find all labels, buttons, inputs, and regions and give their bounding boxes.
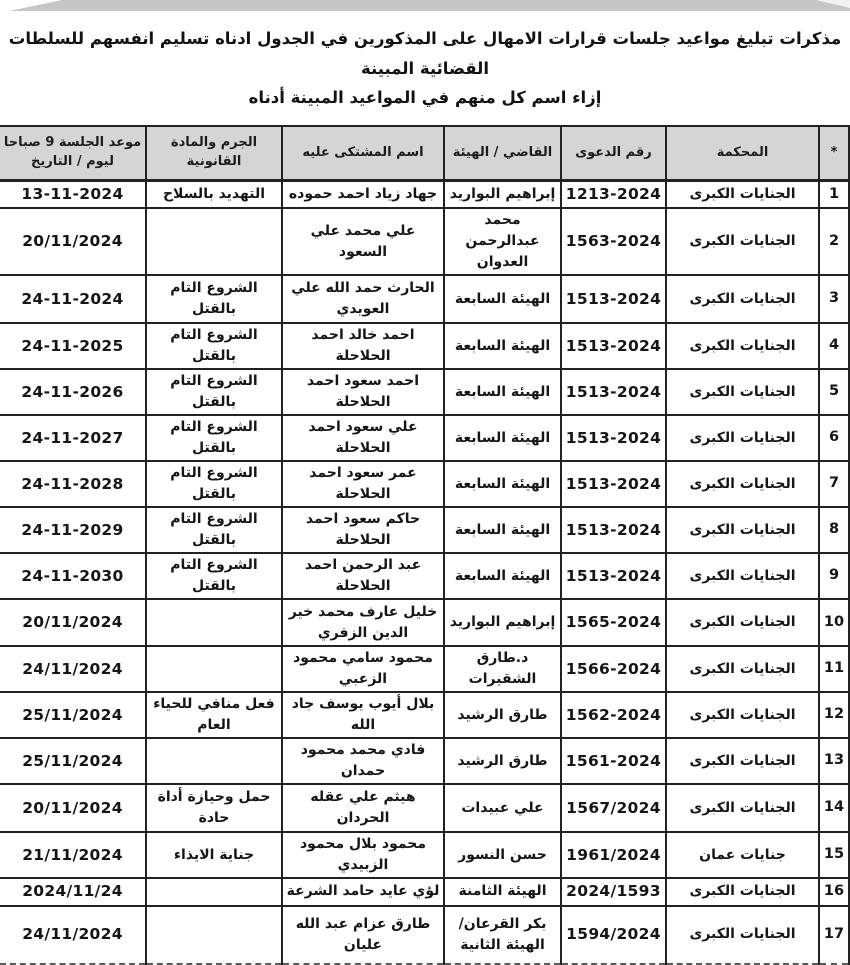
cell-defendant-name: علي سعود احمد الحلاحلة (282, 415, 444, 461)
table-row (0, 646, 849, 692)
cell-index: 9 (819, 553, 849, 599)
cell-court: الجنايات الكبرى (666, 553, 819, 599)
cell-index: 6 (819, 415, 849, 461)
cell-defendant-name: الحارث حمد الله علي العويدي (282, 275, 444, 323)
cell-judge-panel: إبراهيم البواريد (444, 599, 561, 646)
cell-defendant-name: محمود بلال محمود الزبيدي (282, 832, 444, 878)
cell-crime-article (146, 738, 282, 784)
cell-defendant-name: علي محمد علي السعود (282, 208, 444, 275)
document-title (0, 0, 850, 123)
cell-case-number: 1561-2024 (561, 738, 666, 784)
cell-session-date: 24-11-2026 (0, 369, 146, 415)
cell-crime-article: الشروع التام بالقتل (146, 415, 282, 461)
header-crime-article: الجرم والمادة القانونية (146, 126, 282, 181)
cell-index: 2 (819, 208, 849, 275)
cell-case-number: 1513-2024 (561, 415, 666, 461)
cell-index: 1 (819, 181, 849, 209)
cell-crime-article (146, 906, 282, 964)
header-defendant-name: اسم المشتكى عليه (282, 126, 444, 181)
cell-session-date: 24/11/2024 (0, 906, 146, 964)
cell-case-number: 1566-2024 (561, 646, 666, 692)
cell-court: الجنايات الكبرى (666, 692, 819, 738)
cell-defendant-name: فادي محمد محمود حمدان (282, 738, 444, 784)
cell-case-number: 1513-2024 (561, 275, 666, 323)
cell-session-date: 20/11/2024 (0, 208, 146, 275)
cell-defendant-name: احمد سعود احمد الحلاحلة (282, 369, 444, 415)
cell-case-number: 1513-2024 (561, 369, 666, 415)
cell-session-date: 25/11/2024 (0, 738, 146, 784)
table-body (0, 181, 849, 964)
cell-crime-article: فعل منافي للحياء العام (146, 692, 282, 738)
cell-judge-panel: الهيئة السابعة (444, 461, 561, 507)
cell-defendant-name: جهاد زياد احمد حموده (282, 181, 444, 209)
cell-crime-article: الشروع التام بالقتل (146, 275, 282, 323)
cell-crime-article: جناية الايذاء (146, 832, 282, 878)
cell-session-date: 25/11/2024 (0, 692, 146, 738)
cell-defendant-name: عمر سعود احمد الحلاحلة (282, 461, 444, 507)
header-index: * (819, 126, 849, 181)
cell-case-number: 1961/2024 (561, 832, 666, 878)
cell-session-date: 20/11/2024 (0, 784, 146, 832)
cell-judge-panel: حسن النسور (444, 832, 561, 878)
cell-case-number: 1567/2024 (561, 784, 666, 832)
table-row (0, 275, 849, 323)
cell-index: 5 (819, 369, 849, 415)
cell-session-date: 24-11-2027 (0, 415, 146, 461)
cell-case-number: 1513-2024 (561, 553, 666, 599)
cell-judge-panel: الهيئة السابعة (444, 415, 561, 461)
cell-court: الجنايات الكبرى (666, 415, 819, 461)
cell-court: الجنايات الكبرى (666, 738, 819, 784)
cell-case-number: 1565-2024 (561, 599, 666, 646)
cell-session-date: 13-11-2024 (0, 181, 146, 209)
cell-court: الجنايات الكبرى (666, 208, 819, 275)
cell-defendant-name: بلال أيوب يوسف جاد الله (282, 692, 444, 738)
cell-case-number: 1213-2024 (561, 181, 666, 209)
cell-crime-article: الشروع التام بالقتل (146, 553, 282, 599)
table-row (0, 784, 849, 832)
cell-index: 3 (819, 275, 849, 323)
cell-crime-article (146, 208, 282, 275)
header-judge-panel: القاضي / الهيئة (444, 126, 561, 181)
cell-court: الجنايات الكبرى (666, 507, 819, 553)
cell-judge-panel: طارق الرشيد (444, 692, 561, 738)
cell-case-number: 1563-2024 (561, 208, 666, 275)
cell-judge-panel: إبراهيم البواريد (444, 181, 561, 209)
cell-session-date: 2024/11/24 (0, 878, 146, 905)
cell-case-number: 1513-2024 (561, 461, 666, 507)
cell-crime-article: التهديد بالسلاح (146, 181, 282, 209)
cell-judge-panel: بكر القرعان/الهيئة الثانية (444, 906, 561, 964)
cell-crime-article (146, 599, 282, 646)
cell-court: الجنايات الكبرى (666, 599, 819, 646)
page-corner-fold-artifact (0, 0, 62, 13)
table-row (0, 878, 849, 905)
cell-index: 17 (819, 906, 849, 964)
cell-case-number: 1513-2024 (561, 507, 666, 553)
cell-crime-article: الشروع التام بالقتل (146, 461, 282, 507)
table-row (0, 553, 849, 599)
cell-defendant-name: حاكم سعود احمد الحلاحلة (282, 507, 444, 553)
cell-crime-article (146, 646, 282, 692)
cell-crime-article: الشروع التام بالقتل (146, 369, 282, 415)
cell-court: الجنايات الكبرى (666, 646, 819, 692)
cell-session-date: 24-11-2028 (0, 461, 146, 507)
cell-judge-panel: علي عبيدات (444, 784, 561, 832)
cell-index: 15 (819, 832, 849, 878)
document-title-line2: إزاء اسم كل منهم في المواعيد المبينة أدناه (248, 88, 602, 108)
cell-case-number: 2024/1593 (561, 878, 666, 905)
cell-court: الجنايات الكبرى (666, 461, 819, 507)
cell-session-date: 24-11-2025 (0, 323, 146, 369)
cell-index: 10 (819, 599, 849, 646)
header-court: المحكمة (666, 126, 819, 181)
table-row (0, 832, 849, 878)
cell-case-number: 1594/2024 (561, 906, 666, 964)
table-row (0, 738, 849, 784)
cell-defendant-name: عبد الرحمن احمد الحلاحلة (282, 553, 444, 599)
cell-judge-panel: الهيئة السابعة (444, 507, 561, 553)
cell-defendant-name: هيثم علي عقله الحردان (282, 784, 444, 832)
cell-index: 8 (819, 507, 849, 553)
table-header-row (0, 126, 849, 181)
cell-court: الجنايات الكبرى (666, 906, 819, 964)
cell-judge-panel: د.طارق الشقيرات (444, 646, 561, 692)
table-row (0, 692, 849, 738)
cell-court: الجنايات الكبرى (666, 275, 819, 323)
cell-session-date: 20/11/2024 (0, 599, 146, 646)
cell-defendant-name: خليل عارف محمد خير الدين الزفري (282, 599, 444, 646)
cell-defendant-name: محمود سامي محمود الزعبي (282, 646, 444, 692)
table-row (0, 599, 849, 646)
table-row (0, 906, 849, 964)
table-row (0, 181, 849, 209)
cell-court: الجنايات الكبرى (666, 784, 819, 832)
cell-index: 14 (819, 784, 849, 832)
cell-case-number: 1562-2024 (561, 692, 666, 738)
cell-crime-article: حمل وحيازة أداة حادة (146, 784, 282, 832)
cell-session-date: 24-11-2030 (0, 553, 146, 599)
cell-defendant-name: لؤي عايد حامد الشرعة (282, 878, 444, 905)
cell-judge-panel: الهيئة الثامنة (444, 878, 561, 905)
cell-session-date: 21/11/2024 (0, 832, 146, 878)
cell-index: 13 (819, 738, 849, 784)
cell-court: الجنايات الكبرى (666, 878, 819, 905)
cell-judge-panel: محمد عبدالرحمن العدوان (444, 208, 561, 275)
cell-court: الجنايات الكبرى (666, 369, 819, 415)
cell-court: الجنايات الكبرى (666, 181, 819, 209)
table-row (0, 208, 849, 275)
header-session-date: موعد الجلسة 9 صباحا ليوم / التاريخ (0, 126, 146, 181)
cell-session-date: 24-11-2024 (0, 275, 146, 323)
cell-case-number: 1513-2024 (561, 323, 666, 369)
cell-judge-panel: الهيئة السابعة (444, 369, 561, 415)
cell-court: الجنايات الكبرى (666, 323, 819, 369)
cell-judge-panel: الهيئة السابعة (444, 323, 561, 369)
header-case-number: رقم الدعوى (561, 126, 666, 181)
cell-index: 7 (819, 461, 849, 507)
table-row (0, 323, 849, 369)
table-row (0, 415, 849, 461)
table-row (0, 461, 849, 507)
cell-judge-panel: الهيئة السابعة (444, 275, 561, 323)
cell-session-date: 24-11-2029 (0, 507, 146, 553)
cell-crime-article (146, 878, 282, 905)
cell-court: جنايات عمان (666, 832, 819, 878)
cell-index: 16 (819, 878, 849, 905)
cell-defendant-name: احمد خالد احمد الحلاحلة (282, 323, 444, 369)
cell-crime-article: الشروع التام بالقتل (146, 507, 282, 553)
table-row (0, 369, 849, 415)
page-corner-fold-artifact-right (816, 0, 850, 8)
cell-crime-article: الشروع التام بالقتل (146, 323, 282, 369)
cell-session-date: 24/11/2024 (0, 646, 146, 692)
cell-judge-panel: طارق الرشيد (444, 738, 561, 784)
scan-edge-artifact (0, 0, 850, 11)
cell-judge-panel: الهيئة السابعة (444, 553, 561, 599)
cell-defendant-name: طارق عزام عبد الله عليان (282, 906, 444, 964)
cell-index: 11 (819, 646, 849, 692)
cell-index: 12 (819, 692, 849, 738)
document-title-line1: مذكرات تبليغ مواعيد جلسات قرارات الامهال على المذكورين في الجدول ادناه تسليم انفسهم للسلطات القضائية المبينة (8, 29, 842, 78)
hearings-table (0, 125, 850, 965)
table-row (0, 507, 849, 553)
cell-index: 4 (819, 323, 849, 369)
